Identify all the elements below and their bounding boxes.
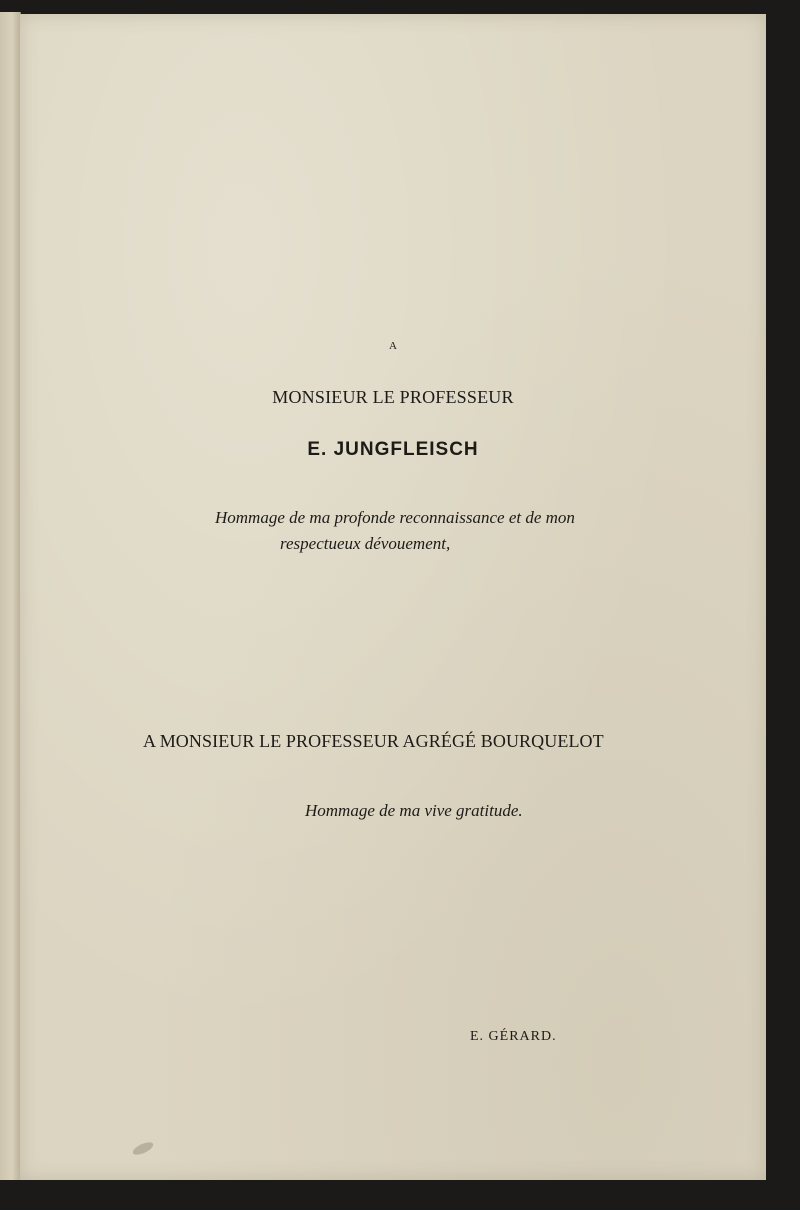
document-page (20, 14, 766, 1180)
dedication-2-title: A MONSIEUR LE PROFESSEUR AGRÉGÉ BOURQUELOT (143, 731, 604, 751)
paper-smudge (131, 1140, 155, 1157)
author-signature: E. GÉRARD. (470, 1029, 557, 1044)
dedication-1-title: MONSIEUR LE PROFESSEUR (272, 387, 514, 407)
dedication-prefix: A (389, 340, 397, 352)
dedication-2-tribute: Hommage de ma vive gratitude. (305, 801, 523, 820)
left-page-edge (0, 12, 21, 1180)
dedication-1-tribute-line-2: respectueux dévouement, (280, 534, 451, 553)
dedication-1-name: E. JUNGFLEISCH (307, 439, 479, 460)
dedication-1-tribute-line-1: Hommage de ma profonde reconnaissance et de mon (215, 508, 575, 527)
